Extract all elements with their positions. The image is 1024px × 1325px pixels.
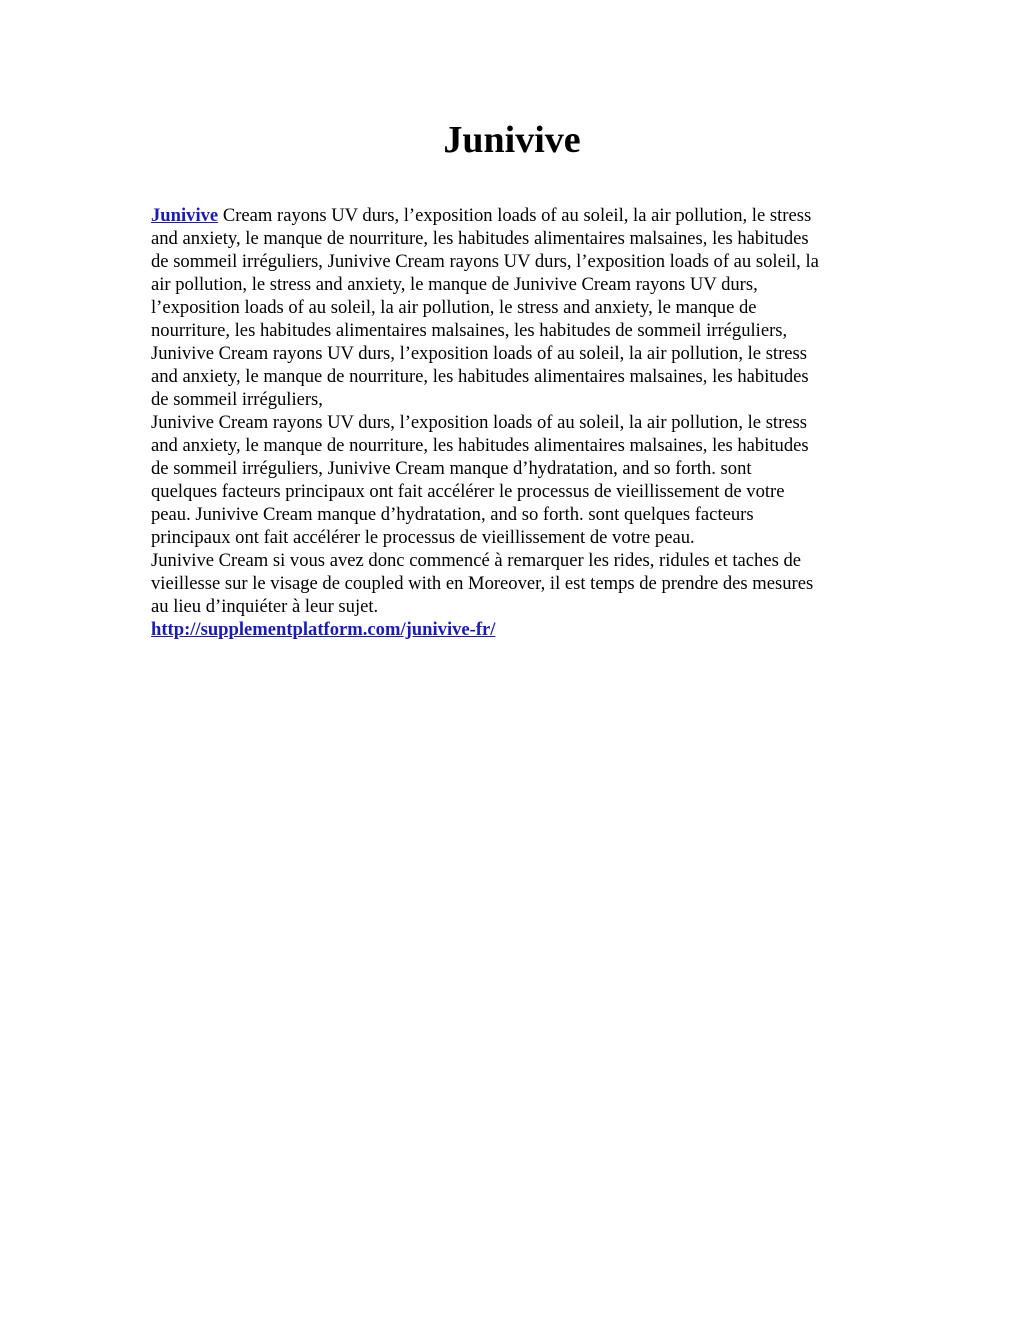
text-line: Junivive Cream si vous avez donc commencé à remarquer les rides, ridules et taches de xyxy=(151,550,802,571)
text-line: air pollution, le stress and anxiety, le manque de Junivive Cream rayons UV durs, xyxy=(151,274,758,295)
text-line: principaux ont fait accélérer le processus de vieillissement de votre peau. xyxy=(151,527,695,548)
text-line: quelques facteurs principaux ont fait accélérer le processus de vieillissement de votre xyxy=(151,481,785,502)
text-line: nourriture, les habitudes alimentaires malsaines, les habitudes de sommeil irréguliers, xyxy=(151,320,788,341)
text-line-content: Cream rayons UV durs, l’exposition loads of au soleil, la air pollution, le stress xyxy=(218,205,812,226)
text-line: Junivive Cream rayons UV durs, l’exposition loads of au soleil, la air pollution, le stress xyxy=(151,343,808,364)
text-line: de sommeil irréguliers, Junivive Cream rayons UV durs, l’exposition loads of au soleil, la xyxy=(151,251,819,272)
text-line: Junivive Cream rayons UV durs, l’exposition loads of au soleil, la air pollution, le stress xyxy=(151,412,808,433)
text-line: and anxiety, le manque de nourriture, les habitudes alimentaires malsaines, les habitudes xyxy=(151,435,809,456)
text-line: au lieu d’inquiéter à leur sujet. xyxy=(151,596,379,617)
supplement-url-link[interactable]: http://supplementplatform.com/junivive-fr/ xyxy=(151,619,496,640)
junivive-link[interactable]: Junivive xyxy=(151,205,219,226)
text-line: peau. Junivive Cream manque d’hydratation, and so forth. sont quelques facteurs xyxy=(151,504,754,525)
text-line: l’exposition loads of au soleil, la air pollution, le stress and anxiety, le manque de xyxy=(151,297,757,318)
text-line: vieillesse sur le visage de coupled with en Moreover, il est temps de prendre des mesures xyxy=(151,573,814,594)
text-line: and anxiety, le manque de nourriture, les habitudes alimentaires malsaines, les habitudes xyxy=(151,366,809,387)
text-line xyxy=(151,618,881,641)
text-line: and anxiety, le manque de nourriture, les habitudes alimentaires malsaines, les habitudes xyxy=(151,228,809,249)
text-line xyxy=(151,204,881,227)
body-text xyxy=(151,204,881,641)
text-line: de sommeil irréguliers, Junivive Cream manque d’hydratation, and so forth. sont xyxy=(151,458,752,479)
page-title: Junivive xyxy=(443,119,581,161)
text-line: de sommeil irréguliers, xyxy=(151,389,323,410)
